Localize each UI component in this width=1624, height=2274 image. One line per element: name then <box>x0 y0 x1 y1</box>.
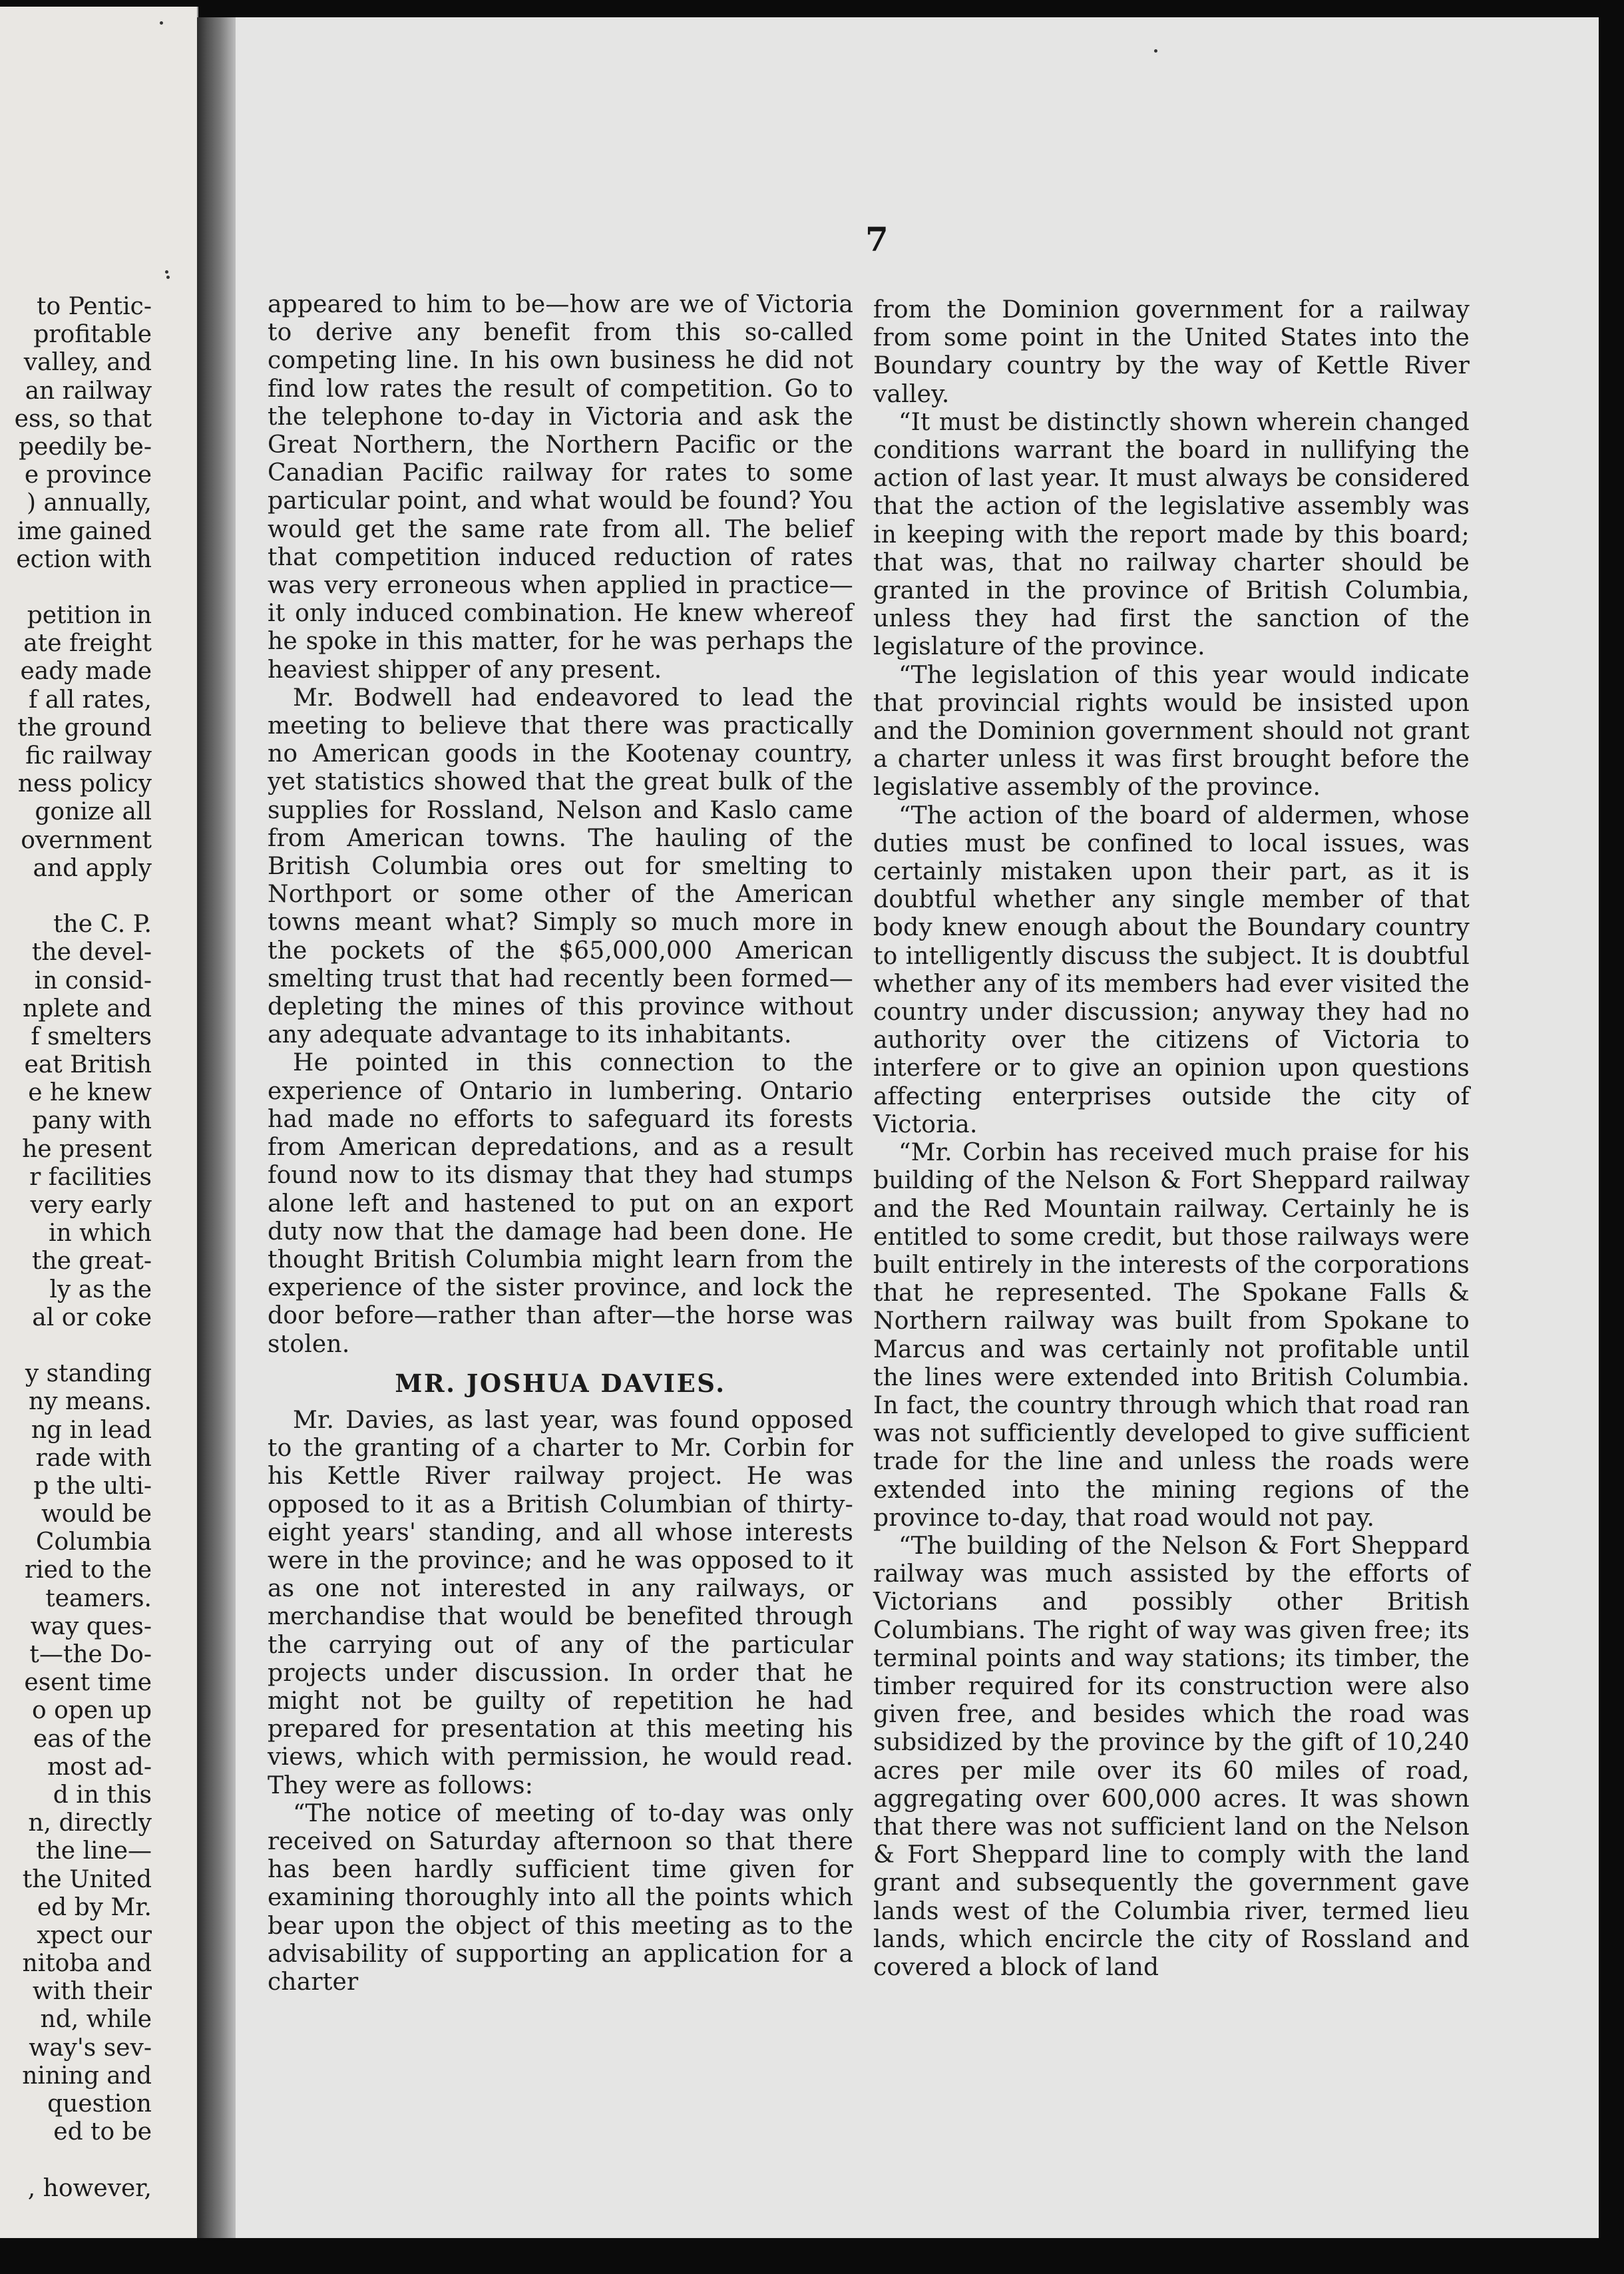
left-page-line: f smelters <box>31 1023 152 1050</box>
left-page-line: very early <box>30 1192 152 1219</box>
left-page-line: ly as the <box>49 1275 152 1303</box>
paragraph: “The action of the board of aldermen, whose duties must be confined to local issues, was certainly mistaken upon their part, as it is doubtful whether any single member of that body knew enough about the Boundary country to intelligently discuss the subject. It is doubtful whether any of its members had ever visited the country under discussion; anyway they had no authority over the citizens of Victoria to interfere or to give an opinion upon questions affecting enterprises outside the city of Victoria. <box>873 801 1470 1138</box>
left-page-line: e province <box>24 461 152 489</box>
paragraph: “Mr. Corbin has received much praise for his building of the Nelson & Fort Sheppard railway and the Red Mountain railway. Certainly he is entitled to some credit, but those railways were built entirely in the interests of the corporations that he represented. The Spokane Falls & Northern railway was built from Spokane to Marcus and was certainly not profitable until the lines were extended into British Columbia. In fact, the country through which that road ran was not sufficiently developed to give sufficient trade for the line and unless the roads were extended into the mining regions of the province to-day, that road would not pay. <box>873 1139 1470 1532</box>
left-page-line: the United <box>22 1865 152 1893</box>
section-heading: MR. JOSHUA DAVIES. <box>395 1368 726 1398</box>
left-page-line: ime gained <box>17 517 152 545</box>
left-page-line <box>0 1332 152 1360</box>
left-page-line: t—the Do- <box>29 1641 152 1668</box>
left-page-line: ection with <box>16 545 152 573</box>
left-page-line: ate freight <box>23 630 152 658</box>
scan-border <box>0 2238 1624 2274</box>
left-page-line: ny means. <box>29 1388 152 1416</box>
left-page-line: valley, and <box>23 349 152 377</box>
left-page-line: eat British <box>24 1051 152 1079</box>
paragraph: Mr. Bodwell had endeavored to lead the meeting to believe that there was practically no American goods in the Kootenay country, yet statistics showed that the great bulk of the supplies for Rossland, Nelson and Kaslo came from American towns. The hauling of the British Columbia ores out for smelting to Northport or some other of the American towns meant what? Simply so much more in the pockets of the $65,000,000 American smelting trust that had recently been formed—depleting the mines of this province without any adequate advantage to its inhabitants. <box>268 684 853 1049</box>
left-page-line <box>0 2146 152 2174</box>
left-page-line: nd, while <box>40 2006 152 2034</box>
left-page-line: y standing <box>25 1360 152 1388</box>
left-page-line: nining and <box>22 2062 152 2090</box>
paragraph: from the Dominion government for a railway from some point in the United States into the Boundary country by the way of Kettle River valley. <box>873 296 1470 408</box>
left-page-line: fic railway <box>25 742 152 770</box>
left-page-line: pany with <box>32 1107 152 1135</box>
paragraph: He pointed in this connection to the experience of Ontario in lumbering. Ontario had made no efforts to safeguard its forests from American depredations, and as a result found now to its dismay that they had stumps alone left and hastened to put on an export duty now that the damage had been done. He thought British Columbia might learn from the experience of the sister province, and lock the door before—rather than after—the horse was stolen. <box>268 1049 853 1358</box>
left-page-line: the great- <box>31 1248 152 1275</box>
left-page-line: way's sev- <box>29 2034 152 2062</box>
left-page-line: esent time <box>24 1669 152 1697</box>
left-page-line: rade with <box>35 1444 152 1472</box>
paragraph: “The building of the Nelson & Fort Sheppard railway was much assisted by the efforts of Victorians and possibly other British Columbians. The right of way was given free; its terminal points and way stations; its timber, the timber required for its construction were also given free, and besides which the road was subsidized by the province by the gift of 10,240 acres per mile over its 60 miles of road, aggregating over 600,000 acres. It was shown that there was not sufficient land on the Nelson & Fort Sheppard line to comply with the land grant and subsequently the government gave lands west of the Columbia river, termed lieu lands, which encircle the city of Rossland and covered a block of land <box>873 1532 1470 1981</box>
left-page-line: gonize all <box>35 798 152 826</box>
column-2 <box>873 296 1470 1982</box>
left-page-line: d in this <box>53 1781 152 1809</box>
page-number: 7 <box>865 220 889 259</box>
left-page-line: o open up <box>32 1697 152 1725</box>
left-page-line: profitable <box>33 321 152 349</box>
left-page-line: question <box>47 2090 152 2118</box>
left-page-line: , however, <box>27 2174 152 2202</box>
left-page-line: the ground <box>17 714 152 742</box>
speck <box>1154 49 1157 53</box>
speck <box>166 276 170 279</box>
left-page-line: e he knew <box>28 1079 152 1107</box>
paragraph: “The legislation of this year would indicate that provincial rights would be insisted upon and the Dominion government should not grant a charter unless it was first brought before the legislative assembly of the province. <box>873 661 1470 801</box>
paragraph: Mr. Davies, as last year, was found opposed to the granting of a charter to Mr. Corbin for his Kettle River railway project. He was opposed to it as a British Columbian of thirty-eight years' standing, and all whose interests were in the province; and he was opposed to it as one not interested in any railways, or merchandise that would be benefited through the carrying out of any of the particular projects under discussion. In order that he might not be guilty of repetition he had prepared for presentation at this meeting his views, which with permission, he would read. They were as follows: <box>268 1406 853 1799</box>
speck <box>160 21 163 25</box>
column-1 <box>268 291 853 1996</box>
left-page-line: in which <box>48 1220 152 1248</box>
left-page-line: way ques- <box>30 1612 152 1640</box>
left-page-line: with their <box>32 1978 152 2006</box>
left-page-line: nitoba and <box>22 1950 152 1978</box>
left-page-line: Columbia <box>35 1528 152 1556</box>
left-page-line: and apply <box>33 854 152 882</box>
left-page-line: eas of the <box>33 1725 152 1753</box>
left-page-line: p the ulti- <box>33 1472 152 1500</box>
left-page-line: n, directly <box>28 1809 152 1837</box>
left-page-line: al or coke <box>32 1303 152 1331</box>
left-page-line: ed to be <box>53 2118 152 2146</box>
left-page-line: in consid- <box>34 967 152 995</box>
left-page-line: teamers. <box>45 1584 152 1612</box>
left-page-line: ness policy <box>17 770 152 798</box>
left-page-line: most ad- <box>47 1753 152 1781</box>
paragraph: “The notice of meeting of to-day was only received on Saturday afternoon so that there has been hardly sufficient time given for examining thoroughly into all the points which bear upon the object of this meeting as to the advisability of supporting an application for a charter <box>268 1799 853 1996</box>
left-page-line: xpect our <box>37 1921 152 1949</box>
book-gutter <box>197 17 236 2241</box>
left-page-line: to Pentic- <box>37 293 152 320</box>
left-page-line: ed by Mr. <box>37 1893 152 1921</box>
left-page-line: ) annually, <box>27 489 152 517</box>
left-page-line: ried to the <box>24 1556 152 1584</box>
paragraph: “It must be distinctly shown wherein changed conditions warrant the board in nullifying the action of last year. It must always be considered that the action of the legislative assembly was in keeping with the report made by this board; that was, that no railway charter should be granted in the province of British Columbia, unless they had first the sanction of the legislature of the province. <box>873 408 1470 661</box>
left-page-line: overnment <box>21 826 152 854</box>
left-page-line: would be <box>41 1500 152 1528</box>
left-page-line: an railway <box>25 377 152 405</box>
left-page-text <box>0 293 152 2203</box>
left-page-line: petition in <box>27 602 152 630</box>
left-page-line: the devel- <box>31 939 152 967</box>
left-page-line: r facilities <box>29 1163 152 1191</box>
left-page-line <box>0 883 152 911</box>
left-page-line: the C. P. <box>53 911 152 939</box>
left-page-line: ng in lead <box>31 1416 152 1444</box>
left-page-line: eady made <box>20 658 152 686</box>
left-page-line: peedily be- <box>18 433 152 461</box>
left-page-line: he present <box>22 1135 152 1163</box>
left-page-line: f all rates, <box>28 686 152 714</box>
left-page-line <box>0 574 152 602</box>
paragraph: appeared to him to be—how are we of Victoria to derive any benefit from this so-called competing line. In his own business he did not find low rates the result of competition. Go to the telephone to-day in Victoria and ask the Great Northern, the Northern Pacific or the Canadian Pacific railway for rates to some particular point, and what would be found? You would get the same rate from all. The belief that competition induced reduction of rates was very erroneous when applied in practice—it only induced combination. He knew whereof he spoke in this matter, for he was perhaps the heaviest shipper of any present. <box>268 291 853 684</box>
speck <box>165 270 168 274</box>
left-page-line: nplete and <box>23 995 152 1023</box>
left-page-line: the line— <box>36 1837 152 1865</box>
left-page-line: ess, so that <box>14 405 152 433</box>
left-page-fragment <box>0 7 198 2241</box>
